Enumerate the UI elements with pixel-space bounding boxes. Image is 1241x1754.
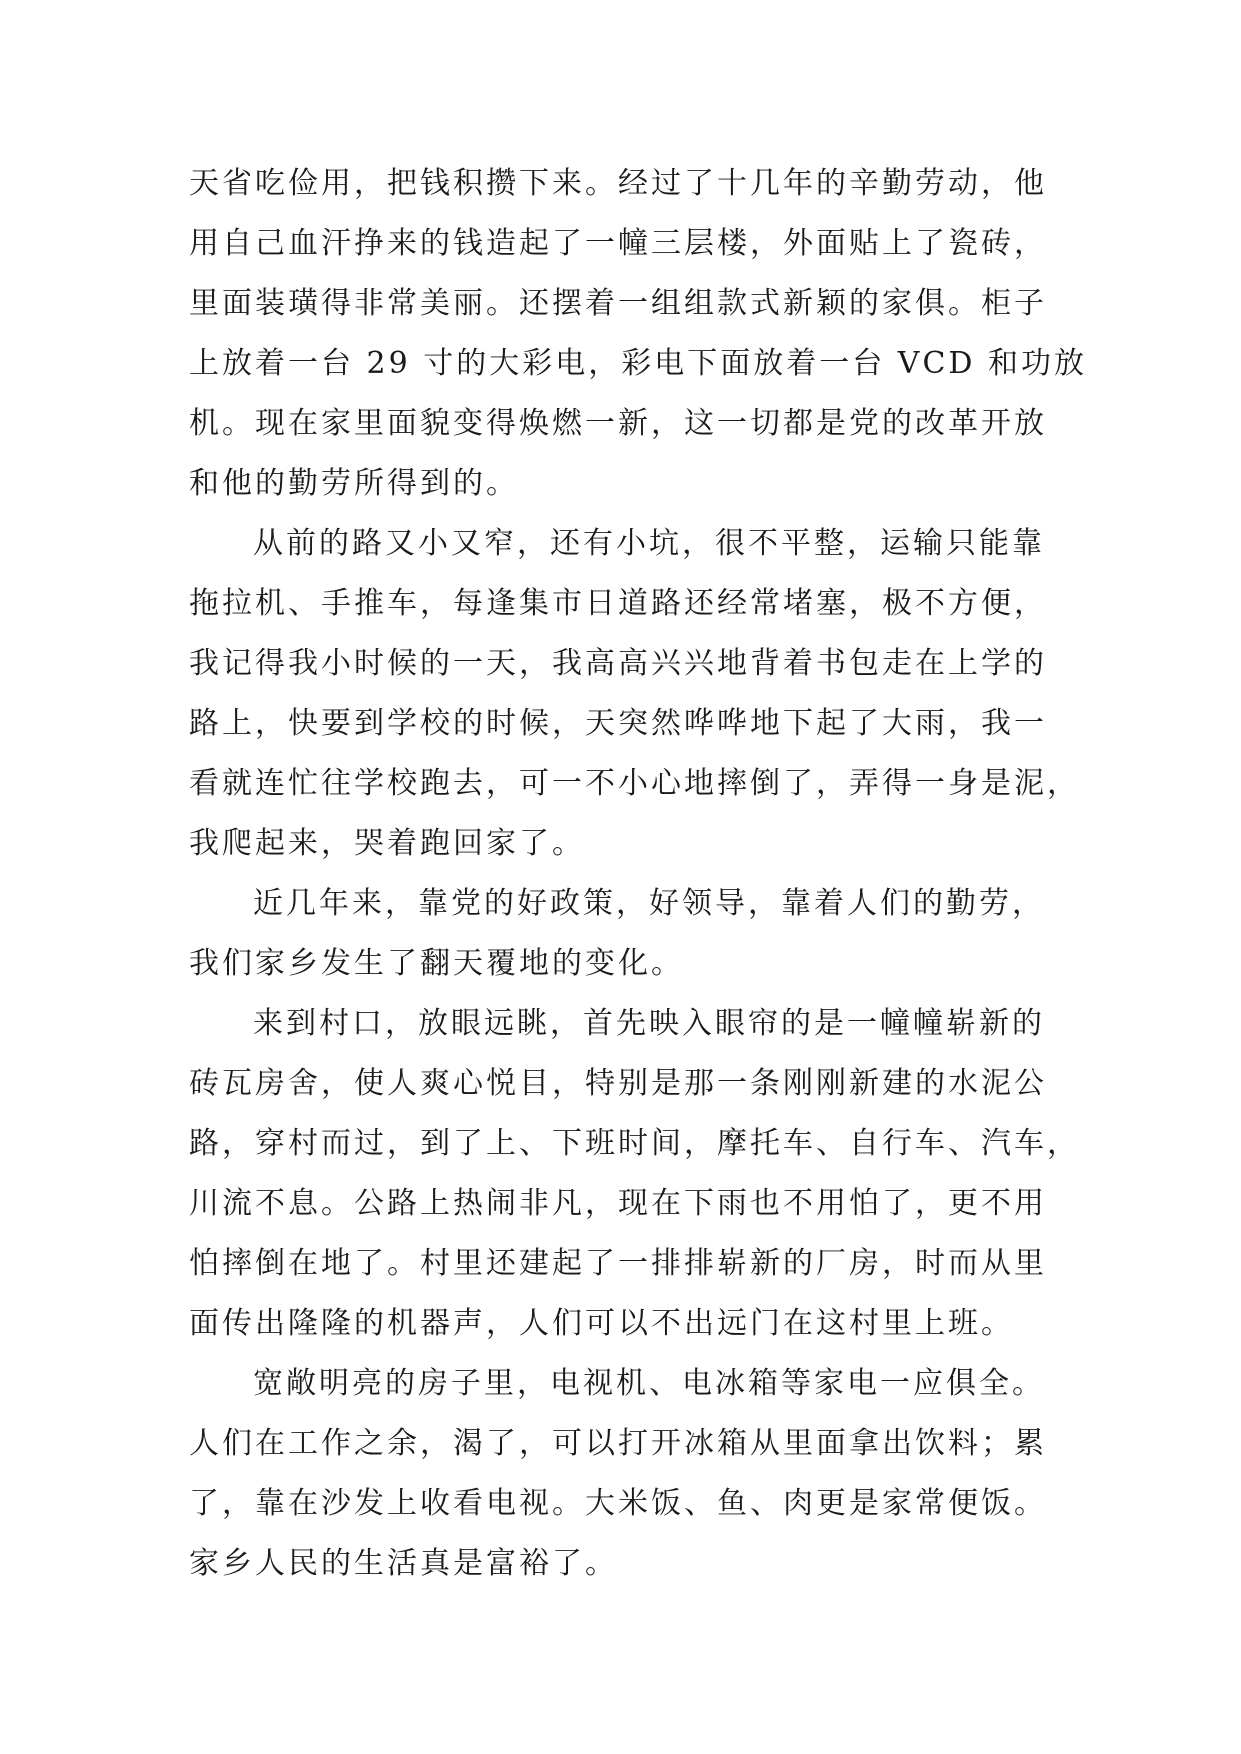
document-body: [189, 154, 1087, 1594]
text-line: 上放着一台 29 寸的大彩电，彩电下面放着一台 VCD 和功放: [189, 346, 1087, 381]
text-line: 面传出隆隆的机器声，人们可以不出远门在这村里上班。: [189, 1306, 1014, 1341]
text-line: 宽敞明亮的房子里，电视机、电冰箱等家电一应俱全。: [253, 1366, 1045, 1401]
text-line: 川流不息。公路上热闹非凡，现在下雨也不用怕了，更不用: [189, 1186, 1047, 1221]
text-line: 来到村口，放眼远眺，首先映入眼帘的是一幢幢崭新的: [253, 1006, 1045, 1041]
text-line: 从前的路又小又窄，还有小坑，很不平整，运输只能靠: [253, 526, 1045, 561]
text-line: 路上，快要到学校的时候，天突然哗哗地下起了大雨，我一: [189, 706, 1047, 741]
text-line: 我们家乡发生了翻天覆地的变化。: [189, 946, 684, 981]
text-line: 用自己血汗挣来的钱造起了一幢三层楼，外面贴上了瓷砖，: [189, 226, 1047, 261]
text-line: 人们在工作之余，渴了，可以打开冰箱从里面拿出饮料；累: [189, 1426, 1047, 1461]
paragraph-1: [189, 154, 1087, 514]
text-line: 我记得我小时候的一天，我高高兴兴地背着书包走在上学的: [189, 646, 1047, 681]
paragraph-4: [189, 994, 1080, 1354]
text-line: 和他的勤劳所得到的。: [189, 466, 519, 501]
text-line: 看就连忙往学校跑去，可一不小心地摔倒了，弄得一身是泥，: [189, 766, 1080, 801]
paragraph-5: [189, 1354, 1069, 1594]
text-line: 怕摔倒在地了。村里还建起了一排排崭新的厂房，时而从里: [189, 1246, 1047, 1281]
text-line: 路，穿村而过，到了上、下班时间，摩托车、自行车、汽车，: [189, 1126, 1080, 1161]
text-line: 了，靠在沙发上收看电视。大米饭、鱼、肉更是家常便饭。: [189, 1486, 1047, 1521]
text-line: 我爬起来，哭着跑回家了。: [189, 826, 585, 861]
text-line: 天省吃俭用，把钱积攒下来。经过了十几年的辛勤劳动，他: [189, 166, 1047, 201]
text-line: 砖瓦房舍，使人爽心悦目，特别是那一条刚刚新建的水泥公: [189, 1066, 1047, 1101]
paragraph-3: [189, 874, 1069, 994]
text-line: 机。现在家里面貌变得焕燃一新，这一切都是党的改革开放: [189, 406, 1047, 441]
text-line: 拖拉机、手推车，每逢集市日道路还经常堵塞，极不方便，: [189, 586, 1047, 621]
text-line: 近几年来，靠党的好政策，好领导，靠着人们的勤劳，: [253, 886, 1045, 921]
text-line: 里面装璜得非常美丽。还摆着一组组款式新颖的家俱。柜子: [189, 286, 1047, 321]
paragraph-2: [189, 514, 1080, 874]
text-line: 家乡人民的生活真是富裕了。: [189, 1546, 618, 1581]
